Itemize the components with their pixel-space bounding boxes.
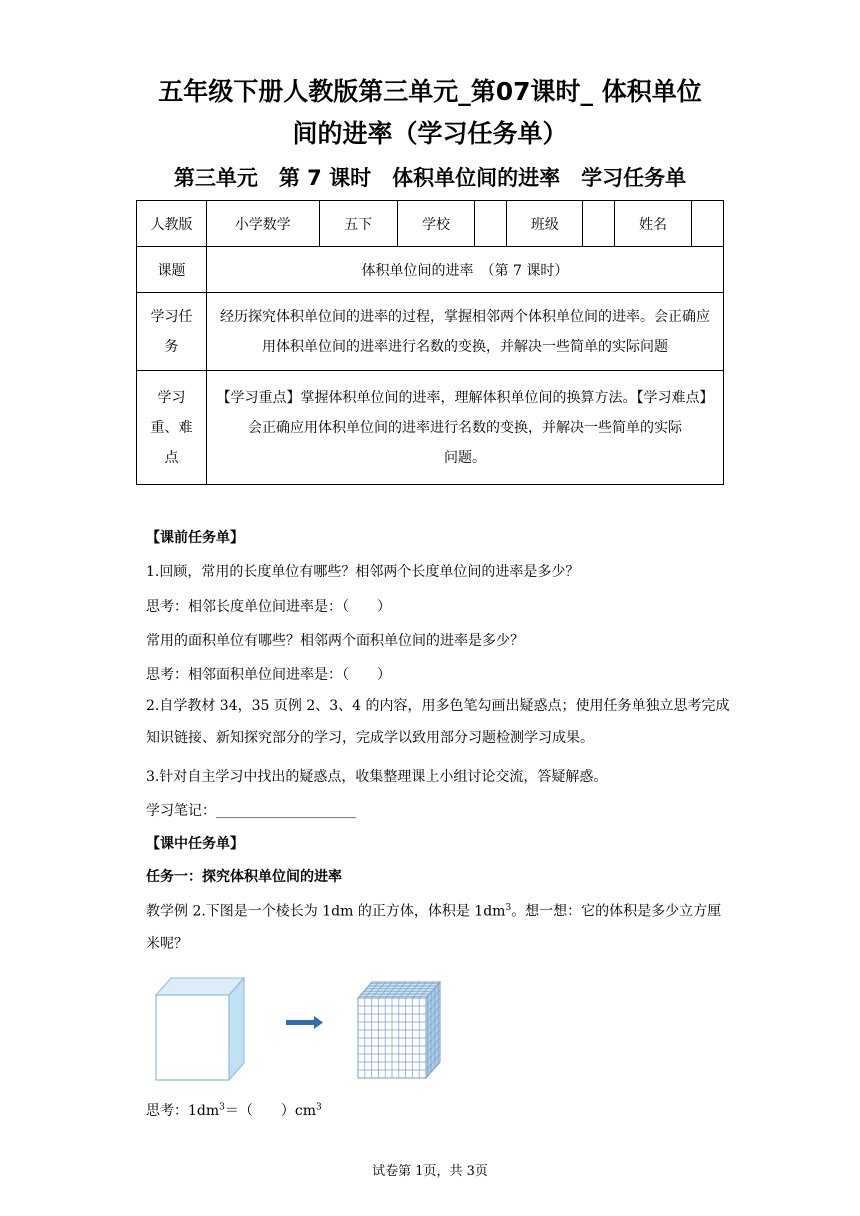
task-label-line-1: 学习任 xyxy=(150,308,193,325)
document-title-line-2: 间的进率（学习任务单） xyxy=(292,119,568,148)
pre-class-think-1: 思考：相邻长度单位间进率是：（ ） xyxy=(146,599,391,615)
think-superscript-2: 3 xyxy=(316,1102,322,1113)
cell-class-value xyxy=(583,201,615,247)
cell-name-label: 姓名 xyxy=(615,201,692,247)
task-text: 经历探究体积单位间的进率的过程，掌握相邻两个体积单位间的进率。会正确应用体积单位间的进率进行名数的变换，并解决一些简单的实际问题 xyxy=(206,293,723,371)
example-text-a: 教学例 2.下图是一个棱长为 1dm 的正方体，体积是 1dm xyxy=(146,903,506,920)
subdivided-cube-icon xyxy=(358,982,440,1078)
think-text-a: 思考：1dm xyxy=(146,1103,220,1119)
info-row-header xyxy=(137,201,724,247)
pre-class-heading: 【课前任务单】 xyxy=(146,530,244,546)
think-volume-conversion xyxy=(146,1100,322,1120)
cell-school-value xyxy=(475,201,507,247)
cell-class-label: 班级 xyxy=(507,201,583,247)
arrow-icon xyxy=(286,1016,323,1029)
document-title-line-1: 五年级下册人教版第三单元_第07课时_ 体积单位 xyxy=(158,77,702,106)
example-text-b: 。想一想：它的体积是多少立方厘米呢？ xyxy=(146,903,722,952)
pre-class-question-3: 3.针对自主学习中找出的疑惑点，收集整理课上小组讨论交流，答疑解惑。 xyxy=(146,769,608,785)
cube-figure xyxy=(150,970,450,1085)
page-footer: 试卷第 1页，共 3页 xyxy=(372,1164,488,1179)
document-subtitle: 第三单元 第 7 课时 体积单位间的进率 学习任务单 xyxy=(173,166,687,190)
pre-class-think-2: 思考：相邻面积单位间进率是：（ ） xyxy=(146,667,391,683)
cell-school-label: 学校 xyxy=(397,201,475,247)
cell-name-value xyxy=(691,201,723,247)
task-label xyxy=(137,293,207,371)
topic-value: 体积单位间的进率 （第 7 课时） xyxy=(206,247,723,293)
in-class-heading: 【课中任务单】 xyxy=(146,836,244,852)
task-label-line-2: 务 xyxy=(164,338,179,355)
pre-class-question-1b: 常用的面积单位有哪些？相邻两个面积单位间的进率是多少？ xyxy=(146,633,524,649)
key-points-text xyxy=(206,371,723,485)
key-label-line-3: 点 xyxy=(164,449,179,466)
cell-edition: 人教版 xyxy=(137,201,207,247)
cell-subject: 小学数学 xyxy=(206,201,319,247)
key-points-label xyxy=(137,371,207,485)
key-points-body: 【学习重点】掌握体积单位间的进率，理解体积单位间的换算方法。【学习难点】会正确应用体积单位间的进率进行名数的变换，并解决一些简单的实际 xyxy=(216,389,714,436)
key-label-line-2: 重、难 xyxy=(150,419,193,436)
pre-class-question-1: 1.回顾，常用的长度单位有哪些？相邻两个长度单位间的进率是多少？ xyxy=(146,564,580,580)
cell-grade: 五下 xyxy=(319,201,397,247)
info-row-topic xyxy=(137,247,724,293)
info-row-task xyxy=(137,293,724,371)
example-2-text xyxy=(146,892,730,960)
study-notes-line: 学习笔记：____________________ xyxy=(146,803,356,819)
task-1-title: 任务一：探究体积单位间的进率 xyxy=(146,869,342,885)
info-row-key-points xyxy=(137,371,724,485)
key-points-end: 问题。 xyxy=(443,449,486,466)
key-label-line-1: 学习 xyxy=(157,389,186,406)
large-cube-icon xyxy=(156,978,244,1080)
info-table xyxy=(136,200,724,485)
pre-class-question-2: 2.自学教材 34，35 页例 2、3、4 的内容，用多色笔勾画出疑惑点；使用任务单独立思考完成知识链接、新知探究部分的学习，完成学以致用部分习题检测学习成果。 xyxy=(146,698,730,746)
topic-label: 课题 xyxy=(137,247,207,293)
think-superscript-1: 3 xyxy=(219,1102,225,1113)
think-text-b: ＝（ ）cm xyxy=(224,1103,317,1119)
example-superscript: 3 xyxy=(505,903,512,913)
